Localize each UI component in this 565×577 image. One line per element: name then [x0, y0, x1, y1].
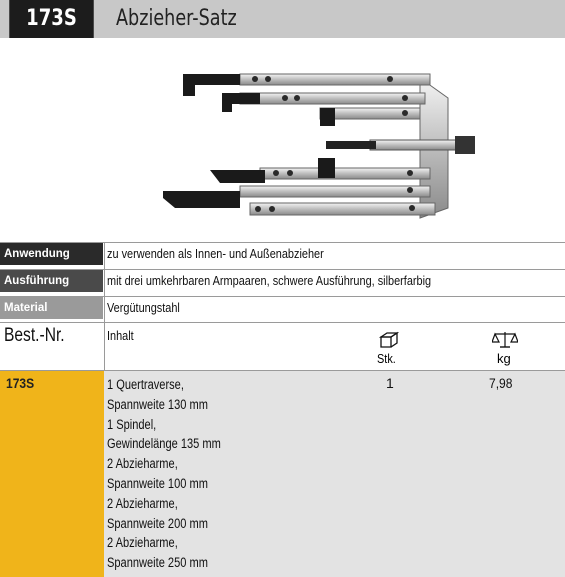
attribute-row-anwendung	[0, 242, 565, 265]
order-number: 173S	[6, 375, 35, 391]
puller-set-image	[0, 38, 565, 242]
contents-header: Inhalt	[107, 328, 134, 343]
order-number-header: Best.-Nr.	[4, 325, 65, 346]
attribute-row-ausfuehrung	[0, 269, 565, 292]
attribute-value: zu verwenden als Innen- und Außenabzieher	[107, 246, 324, 261]
quantity-value: 1	[386, 375, 394, 391]
contents-line: Gewindelänge 135 mm	[107, 436, 221, 452]
contents-line: Spannweite 200 mm	[107, 515, 208, 531]
weight-value: 7,98	[489, 375, 513, 391]
table-header	[0, 322, 565, 371]
box-icon	[379, 331, 399, 349]
attribute-label: Anwendung	[0, 243, 103, 265]
contents-line: 2 Abzieharme,	[107, 495, 178, 511]
attribute-value: Vergütungstahl	[107, 300, 180, 315]
contents-list	[107, 375, 246, 573]
column-divider	[104, 242, 105, 370]
attribute-label: Ausführung	[0, 270, 103, 292]
contents-line: Spannweite 100 mm	[107, 475, 208, 491]
attribute-row-material	[0, 296, 565, 319]
attribute-value: mit drei umkehrbaren Armpaaren, schwere Ausführung, silberfarbig	[107, 273, 432, 288]
contents-line: Spannweite 130 mm	[107, 396, 208, 412]
header-bar	[0, 0, 565, 38]
attribute-label: Material	[0, 297, 103, 319]
weight-header: kg	[497, 351, 511, 366]
contents-line: 1 Quertraverse,	[107, 377, 184, 392]
product-code: 173S	[9, 0, 93, 38]
contents-line: 2 Abzieharme,	[107, 535, 178, 551]
quantity-header: Stk.	[377, 351, 396, 366]
contents-line: 1 Spindel,	[107, 416, 157, 432]
product-photo	[0, 38, 565, 242]
scale-icon	[492, 331, 518, 349]
contents-line: 2 Abzieharme,	[107, 456, 178, 472]
order-number-cell	[0, 371, 104, 577]
product-title: Abzieher-Satz	[116, 6, 237, 31]
table-row	[0, 370, 565, 577]
contents-line: Spannweite 250 mm	[107, 555, 208, 571]
